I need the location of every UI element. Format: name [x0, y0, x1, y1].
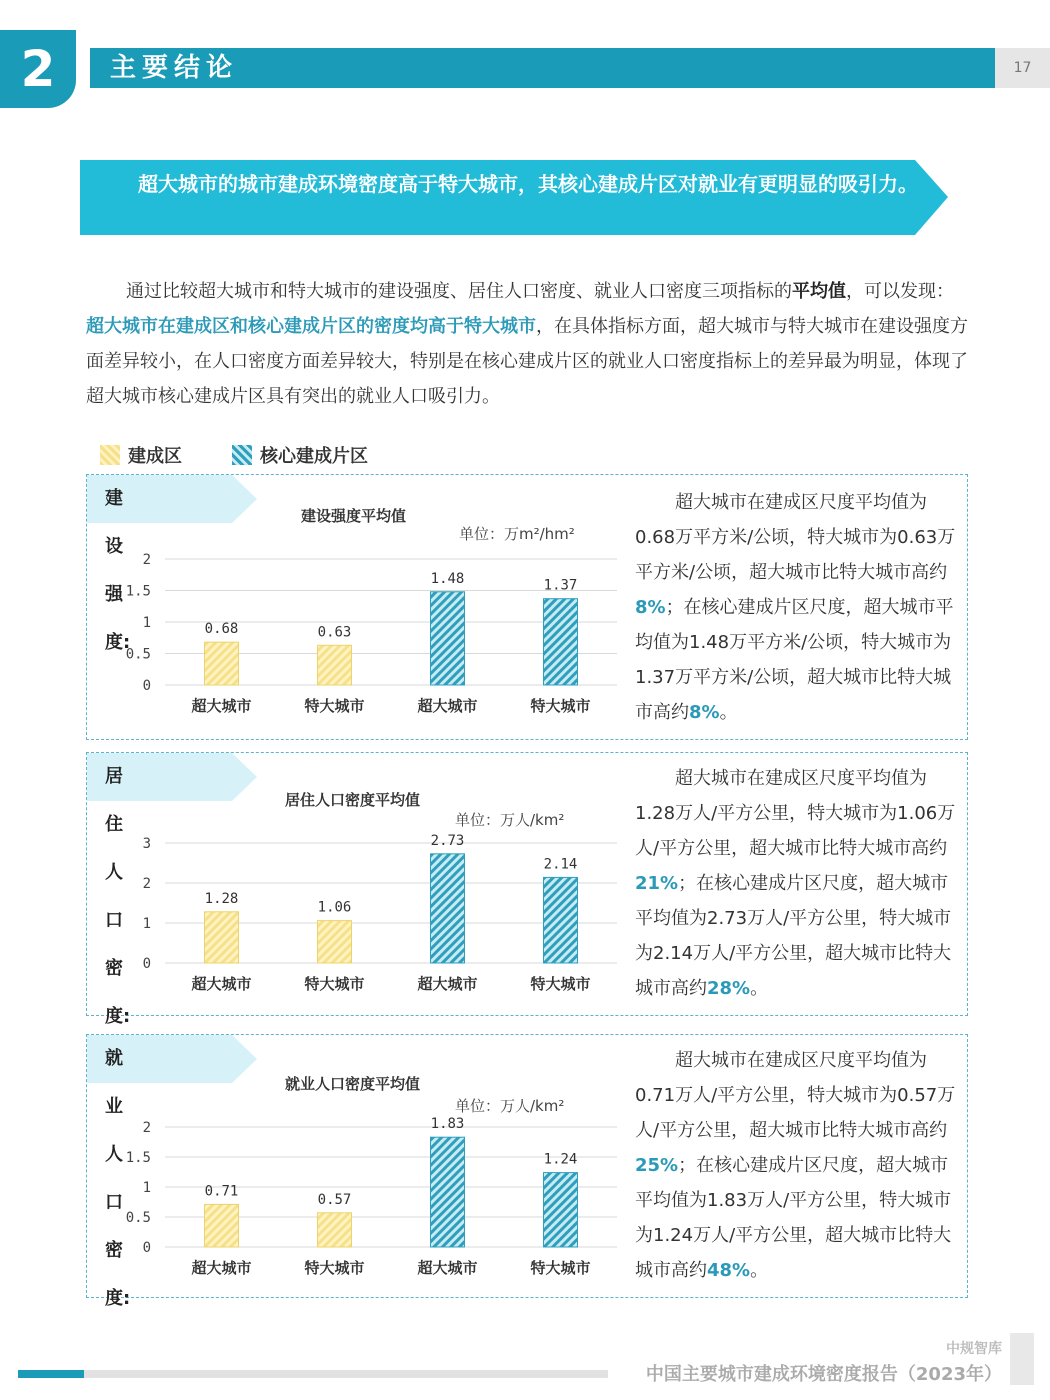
x-tick-label: 超大城市: [191, 1259, 252, 1277]
bar-chart-residential-density: [107, 821, 627, 1005]
chart-title: 居住人口密度平均值: [285, 791, 421, 809]
bar: [431, 854, 465, 963]
key-finding-banner: [80, 160, 948, 235]
legend-swatch-blue: [232, 445, 252, 465]
bar: [205, 1204, 239, 1247]
data-label: 1.28: [204, 890, 239, 907]
y-tick-label: 2: [142, 876, 151, 892]
data-label: 1.37: [543, 577, 578, 594]
x-tick-label: 特大城市: [304, 1259, 365, 1277]
intro-text-1: 通过比较超大城市和特大城市的建设强度、居住人口密度、就业人口密度三项指标的: [126, 281, 792, 302]
page-number: 17: [995, 48, 1050, 88]
chart-title: 就业人口密度平均值: [285, 1075, 421, 1093]
desc-percent-2: 48%: [707, 1260, 751, 1281]
panel-tag-label: 居住人口密度:: [105, 766, 131, 1027]
legend-item-core-area: [232, 442, 368, 468]
data-label: 0.63: [317, 624, 352, 641]
desc-text-3: 。: [750, 978, 769, 999]
desc-text-3: 。: [719, 702, 738, 723]
x-tick-label: 特大城市: [530, 697, 591, 715]
data-label: 2.14: [543, 856, 578, 873]
banner-text: 超大城市的城市建成环境密度高于特大城市，其核心建成片区对就业有更明显的吸引力。: [138, 172, 918, 196]
bar: [431, 1137, 465, 1247]
panel-tag-label: 就业人口密度:: [105, 1048, 131, 1309]
desc-text-2: ；在核心建成片区尺度，超大城市平均值为1.48万平方米/公顷，特大城市为1.37万平方米/公顷，超大城市比特大城市高约: [635, 597, 954, 723]
y-tick-label: 0.5: [125, 646, 151, 663]
data-label: 0.68: [204, 621, 239, 638]
desc-text-1: 超大城市在建成区尺度平均值为0.68万平方米/公顷，特大城市为0.63万平方米/公顷，超大城市比特大城市高约: [635, 492, 956, 583]
x-tick-label: 特大城市: [304, 975, 365, 993]
x-tick-label: 超大城市: [191, 975, 252, 993]
data-label: 2.73: [430, 832, 465, 849]
desc-text-1: 超大城市在建成区尺度平均值为0.71万人/平方公里，特大城市为0.57万人/平方公里，超大城市比特大城市高约: [635, 1050, 956, 1141]
desc-percent-1: 8%: [635, 597, 666, 618]
bar-chart-employment-density: [107, 1105, 627, 1289]
legend-label-built-area: 建成区: [128, 446, 182, 467]
footer-grey-block: [1010, 1333, 1034, 1385]
bar: [431, 592, 465, 685]
x-tick-label: 特大城市: [530, 975, 591, 993]
y-tick-label: 1: [142, 615, 151, 631]
footer-brand: 中规智库: [946, 1341, 1002, 1357]
panel-description: [635, 485, 957, 730]
panel-residential-density: [86, 752, 968, 1027]
y-tick-label: 1: [142, 1180, 151, 1196]
panel-description: [635, 761, 957, 1006]
panel-employment-density: [86, 1034, 968, 1309]
y-tick-label: 2: [142, 552, 151, 568]
desc-percent-1: 25%: [635, 1155, 679, 1176]
data-label: 1.83: [430, 1116, 465, 1133]
desc-percent-2: 8%: [689, 702, 720, 723]
desc-text-2: ；在核心建成片区尺度，超大城市平均值为2.73万人/平方公里，特大城市为2.14万人/平方公里，超大城市比特大城市高约: [635, 873, 952, 999]
desc-text-2: ；在核心建成片区尺度，超大城市平均值为1.83万人/平方公里，特大城市为1.24万人/平方公里，超大城市比特大城市高约: [635, 1155, 952, 1281]
bar: [544, 1173, 578, 1247]
y-tick-label: 0: [142, 678, 151, 694]
legend-swatch-yellow: [100, 445, 120, 465]
y-tick-label: 3: [142, 836, 151, 852]
chart-unit: 单位：万m²/hm²: [459, 525, 575, 543]
chart-title: 建设强度平均值: [301, 507, 407, 525]
bar: [318, 1213, 352, 1247]
y-tick-label: 1.5: [125, 583, 151, 600]
panel-tag-label: 建设强度:: [105, 488, 131, 653]
chapter-number-badge: 2: [0, 30, 76, 108]
x-tick-label: 超大城市: [417, 975, 478, 993]
bar: [544, 877, 578, 963]
x-tick-label: 特大城市: [304, 697, 365, 715]
x-tick-label: 特大城市: [530, 1259, 591, 1277]
bar: [318, 921, 352, 963]
footer-grey-bar: [84, 1370, 608, 1378]
y-tick-label: 1.5: [125, 1150, 151, 1166]
y-tick-label: 0.5: [125, 1210, 151, 1226]
y-tick-label: 0: [142, 1240, 151, 1256]
y-tick-label: 1: [142, 916, 151, 932]
legend-item-built-area: [100, 442, 182, 468]
chapter-title: 主要结论: [90, 48, 995, 88]
x-tick-label: 超大城市: [417, 697, 478, 715]
intro-text-3: ，在具体指标方面，超大城市与特大城市在建设强度方面差异较小，在人口密度方面差异较大，特别是在核心建成片区的就业人口密度指标上的差异最为明显，体现了超大城市核心建成片区具有突出的就业人口吸引力。: [86, 316, 968, 407]
chart-unit: 单位：万人/km²: [455, 811, 565, 829]
panel-construction-intensity: [86, 474, 968, 740]
y-tick-label: 2: [142, 1120, 151, 1136]
y-tick-label: 0: [142, 956, 151, 972]
data-label: 1.06: [317, 899, 352, 916]
data-label: 0.57: [317, 1191, 352, 1208]
intro-text-2: ，可以发现：: [846, 281, 954, 302]
footer-accent-bar: [18, 1370, 84, 1378]
intro-bold: 平均值: [792, 281, 846, 302]
data-label: 1.24: [543, 1151, 578, 1168]
bar: [544, 599, 578, 685]
data-label: 0.71: [204, 1183, 239, 1200]
bar: [205, 912, 239, 963]
x-tick-label: 超大城市: [417, 1259, 478, 1277]
desc-text-3: 。: [750, 1260, 769, 1281]
desc-percent-1: 21%: [635, 873, 679, 894]
bar-chart-construction-intensity: [107, 537, 627, 727]
legend-label-core-area: 核心建成片区: [260, 446, 368, 467]
intro-highlight: 超大城市在建成区和核心建成片区的密度均高于特大城市: [86, 316, 536, 337]
chart-unit: 单位：万人/km²: [455, 1097, 565, 1115]
chart-legend: [100, 443, 404, 467]
footer-report-title: 中国主要城市建成环境密度报告（2023年）: [645, 1364, 1002, 1385]
bar: [205, 642, 239, 685]
intro-paragraph: [86, 274, 970, 414]
x-tick-label: 超大城市: [191, 697, 252, 715]
desc-percent-2: 28%: [707, 978, 751, 999]
panel-description: [635, 1043, 957, 1288]
bar: [318, 645, 352, 685]
desc-text-1: 超大城市在建成区尺度平均值为1.28万人/平方公里，特大城市为1.06万人/平方公里，超大城市比特大城市高约: [635, 768, 956, 859]
data-label: 1.48: [430, 570, 465, 587]
